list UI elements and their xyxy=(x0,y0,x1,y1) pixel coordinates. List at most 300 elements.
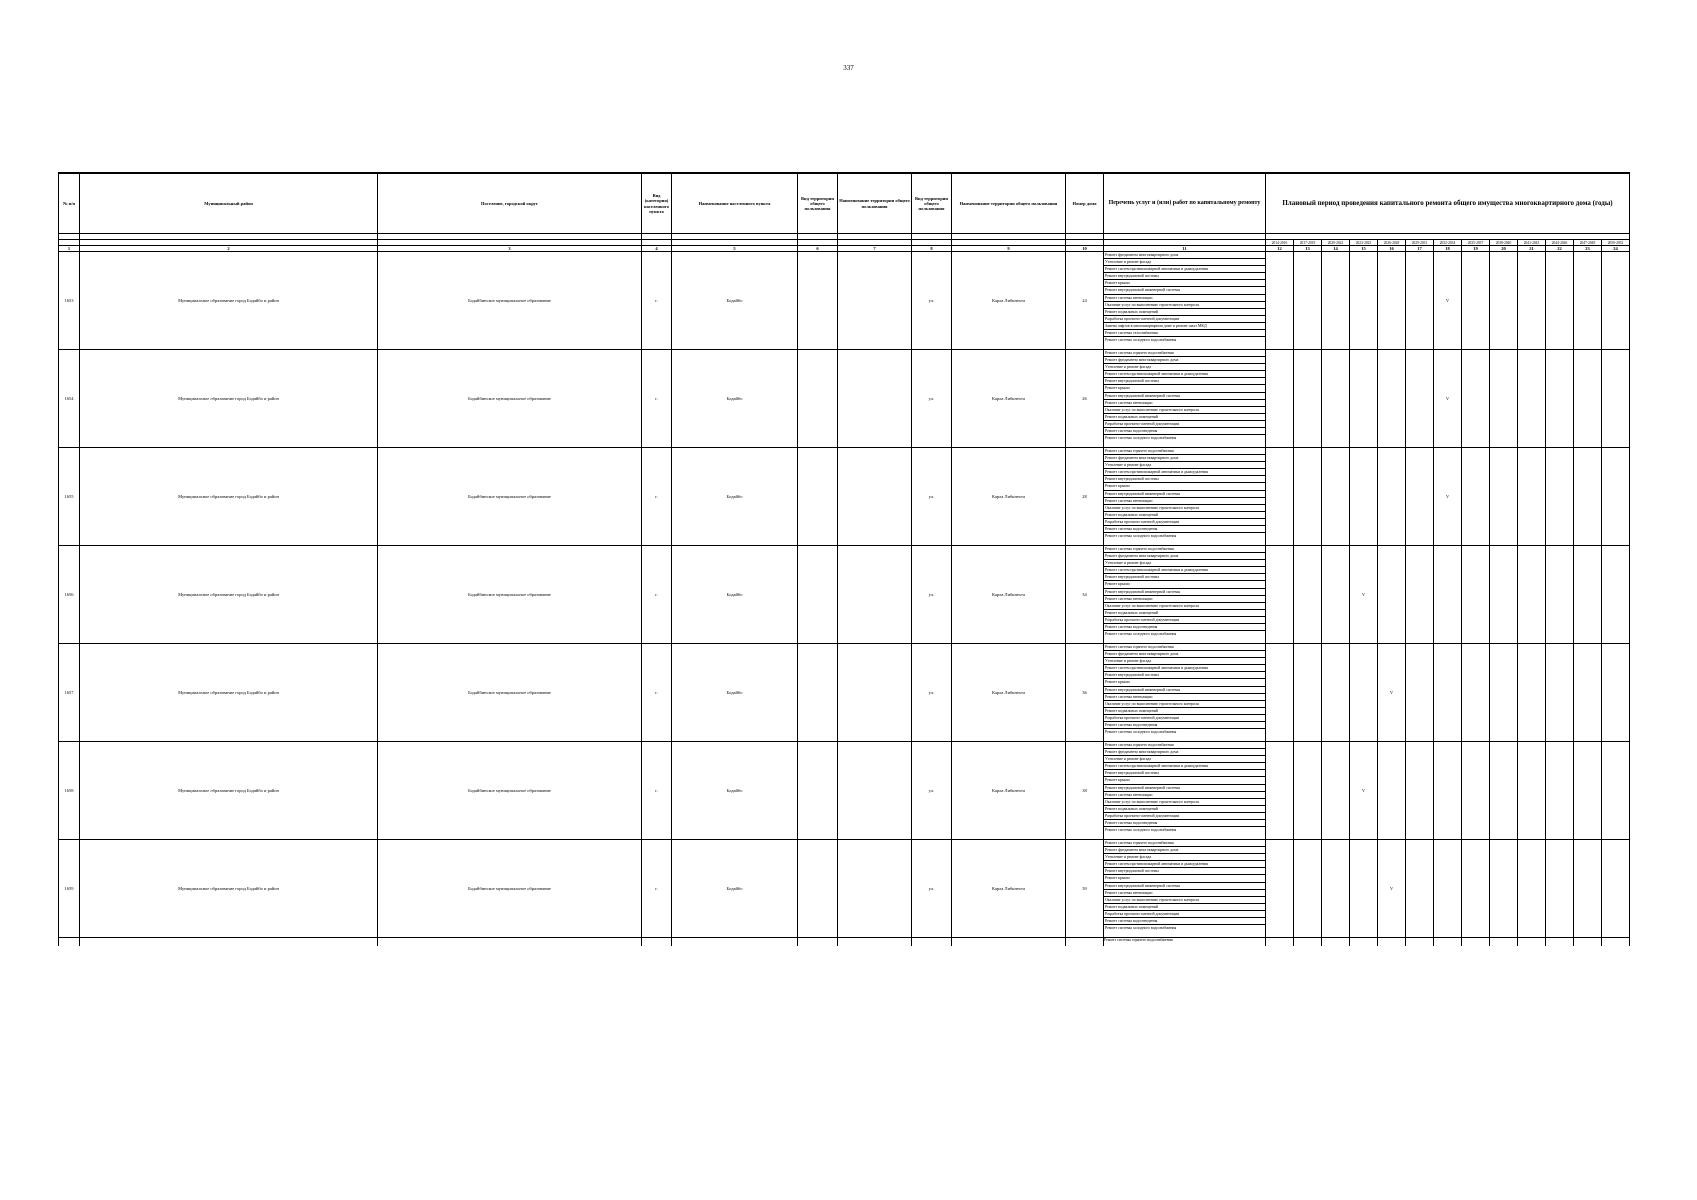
work-item: Оказание услуг по выполнению строительного контроля xyxy=(1104,799,1265,806)
row-number: 1658 xyxy=(59,742,80,840)
year-header: 2050-2052 xyxy=(1602,240,1630,246)
house-number-cell: 34 xyxy=(1066,546,1104,644)
year-cell-15 xyxy=(1350,448,1378,546)
year-cell-12 xyxy=(1266,350,1294,448)
street-type-cell: ул. xyxy=(912,546,952,644)
work-item: Замена лифтов в многоквартирном доме и ремонт шахт МКД xyxy=(1104,323,1265,330)
year-cell-24 xyxy=(1602,546,1630,644)
table-row xyxy=(59,448,1630,546)
row-number: 1657 xyxy=(59,644,80,742)
column-number: 18 xyxy=(1434,246,1462,252)
work-item: Ремонт подвальных помещений xyxy=(1104,806,1265,813)
year-cell-13 xyxy=(1294,644,1322,742)
territory-type-cell xyxy=(798,742,838,840)
table-row xyxy=(59,350,1630,448)
locality-type-cell: г. xyxy=(642,448,672,546)
work-item: Разработка проектно-сметной документации xyxy=(1104,911,1265,918)
territory-name-cell xyxy=(838,448,912,546)
street-type-cell: ул. xyxy=(912,252,952,350)
year-cell-15 xyxy=(1350,644,1378,742)
empty-cell xyxy=(80,938,378,947)
work-item: Ремонт системы горячего водоснабжения xyxy=(1104,840,1265,847)
year-cell-24 xyxy=(1602,350,1630,448)
empty-cell xyxy=(1350,938,1378,947)
works-list-cell xyxy=(1104,546,1266,644)
settlement-cell: Бодайбинское муниципальное образование xyxy=(378,350,642,448)
work-item: Ремонт подвальных помещений xyxy=(1104,904,1265,911)
work-item: Ремонт подвальных помещений xyxy=(1104,708,1265,715)
year-cell-14 xyxy=(1322,644,1350,742)
empty-cell xyxy=(798,938,838,947)
column-number: 7 xyxy=(838,246,912,252)
territory-type-cell xyxy=(798,546,838,644)
territory-name-cell xyxy=(838,252,912,350)
header-locality-name: Наименование населенного пункта xyxy=(672,173,798,234)
district-cell: Муниципальное образование город Бодайбо и район xyxy=(80,350,378,448)
column-number: 6 xyxy=(798,246,838,252)
year-cell-14 xyxy=(1322,546,1350,644)
territory-type-cell xyxy=(798,350,838,448)
empty-cell xyxy=(1602,938,1630,947)
empty-cell xyxy=(1490,938,1518,947)
header-territory-type: Вид территории общего пользования xyxy=(798,173,838,234)
column-number: 1 xyxy=(59,246,80,252)
work-item: Ремонт систем противопожарной автоматики и дымоудаления xyxy=(1104,266,1265,273)
year-cell-21 xyxy=(1518,742,1546,840)
works-list-cell xyxy=(1104,742,1266,840)
empty-cell xyxy=(1574,938,1602,947)
empty-cell xyxy=(838,938,912,947)
year-cell-21 xyxy=(1518,840,1546,938)
locality-type-cell: г. xyxy=(642,546,672,644)
column-number: 15 xyxy=(1350,246,1378,252)
planned-mark: V xyxy=(1434,448,1462,546)
work-item: Ремонт подвальных помещений xyxy=(1104,414,1265,421)
work-item: Ремонт фундамента многоквартирного дома xyxy=(1104,252,1265,259)
column-number: 9 xyxy=(952,246,1066,252)
planned-mark: V xyxy=(1434,252,1462,350)
empty-cell xyxy=(912,938,952,947)
territory-type-cell xyxy=(798,448,838,546)
year-cell-20 xyxy=(1490,350,1518,448)
year-cell-22 xyxy=(1546,546,1574,644)
year-cell-20 xyxy=(1490,448,1518,546)
work-item: Разработка проектно-сметной документации xyxy=(1104,316,1265,323)
work-item: Ремонт крыши xyxy=(1104,875,1265,882)
year-cell-16 xyxy=(1378,742,1406,840)
empty-cell xyxy=(672,938,798,947)
work-item: Ремонт крыши xyxy=(1104,385,1265,392)
year-cell-17 xyxy=(1406,644,1434,742)
year-cell-19 xyxy=(1462,252,1490,350)
year-cell-18 xyxy=(1434,546,1462,644)
year-header: 2041-2043 xyxy=(1518,240,1546,246)
header-district: Муниципальный район xyxy=(80,173,378,234)
year-cell-15 xyxy=(1350,350,1378,448)
work-item: Ремонт внутридомовой системы xyxy=(1104,273,1265,280)
year-cell-14 xyxy=(1322,350,1350,448)
house-number-cell: 38 xyxy=(1066,742,1104,840)
street-type-cell: ул. xyxy=(912,840,952,938)
work-item: Ремонт системы вентиляции xyxy=(1104,295,1265,302)
year-cell-21 xyxy=(1518,350,1546,448)
work-item: Ремонт систем противопожарной автоматики и дымоудаления xyxy=(1104,567,1265,574)
year-cell-12 xyxy=(1266,546,1294,644)
column-number: 2 xyxy=(80,246,378,252)
page-number: 337 xyxy=(843,64,854,72)
year-cell-13 xyxy=(1294,840,1322,938)
column-number: 22 xyxy=(1546,246,1574,252)
house-number-cell: 36 xyxy=(1066,644,1104,742)
work-item: Оказание услуг по выполнению строительного контроля xyxy=(1104,505,1265,512)
table-row-partial xyxy=(59,938,1630,947)
works-list-cell xyxy=(1104,252,1266,350)
year-cell-20 xyxy=(1490,252,1518,350)
street-name-cell: Карла Либкнехта xyxy=(952,840,1066,938)
work-item: Разработка проектно-сметной документации xyxy=(1104,617,1265,624)
empty-cell xyxy=(952,938,1066,947)
table-row xyxy=(59,546,1630,644)
work-item: Ремонт системы водоотведения xyxy=(1104,918,1265,925)
locality-type-cell: г. xyxy=(642,840,672,938)
year-cell-12 xyxy=(1266,252,1294,350)
year-cell-16 xyxy=(1378,252,1406,350)
year-cell-14 xyxy=(1322,448,1350,546)
year-cell-23 xyxy=(1574,252,1602,350)
planned-mark: V xyxy=(1378,644,1406,742)
year-header: 2029-2031 xyxy=(1406,240,1434,246)
territory-name-cell xyxy=(838,644,912,742)
work-item: Ремонт системы холодного водоснабжения xyxy=(1105,534,1177,539)
street-name-cell: Карла Либкнехта xyxy=(952,448,1066,546)
empty-cell xyxy=(378,938,642,947)
street-name-cell: Карла Либкнехта xyxy=(952,742,1066,840)
work-item: Ремонт системы холодного водоснабжения xyxy=(1105,632,1177,637)
house-number-cell: 28 xyxy=(1066,448,1104,546)
year-cell-22 xyxy=(1546,644,1574,742)
year-cell-14 xyxy=(1322,840,1350,938)
work-item: Оказание услуг по выполнению строительного контроля xyxy=(1104,701,1265,708)
column-number: 13 xyxy=(1294,246,1322,252)
year-cell-13 xyxy=(1294,350,1322,448)
work-item: Ремонт системы холодного водоснабжения xyxy=(1105,338,1177,343)
work-item: Ремонт внутридомовой инженерной системы xyxy=(1104,491,1265,498)
year-cell-19 xyxy=(1462,448,1490,546)
work-item: Утепление и ремонт фасада xyxy=(1104,364,1265,371)
work-item: Утепление и ремонт фасада xyxy=(1104,259,1265,266)
locality-type-cell: г. xyxy=(642,644,672,742)
year-cell-13 xyxy=(1294,252,1322,350)
year-cell-24 xyxy=(1602,840,1630,938)
year-cell-12 xyxy=(1266,742,1294,840)
settlement-cell: Бодайбинское муниципальное образование xyxy=(378,644,642,742)
year-cell-19 xyxy=(1462,644,1490,742)
works-list-cell xyxy=(1104,840,1266,938)
empty-cell xyxy=(642,938,672,947)
year-cell-17 xyxy=(1406,448,1434,546)
header-house-no: Номер дома xyxy=(1066,173,1104,234)
work-item: Разработка проектно-сметной документации xyxy=(1104,813,1265,820)
year-cell-17 xyxy=(1406,840,1434,938)
year-cell-19 xyxy=(1462,350,1490,448)
column-number: 3 xyxy=(378,246,642,252)
work-item: Ремонт системы горячего водоснабжения xyxy=(1104,742,1265,749)
table-row xyxy=(59,742,1630,840)
year-header: 2047-2049 xyxy=(1574,240,1602,246)
year-cell-23 xyxy=(1574,350,1602,448)
empty-cell xyxy=(1322,938,1350,947)
work-item: Ремонт подвальных помещений xyxy=(1104,309,1265,316)
locality-name-cell: Бодайбо xyxy=(672,252,798,350)
work-item: Ремонт системы холодного водоснабжения xyxy=(1105,730,1177,735)
work-item: Ремонт системы холодного водоснабжения xyxy=(1105,926,1177,931)
work-item: Ремонт системы вентиляции xyxy=(1104,596,1265,603)
year-cell-21 xyxy=(1518,448,1546,546)
work-item: Разработка проектно-сметной документации xyxy=(1104,715,1265,722)
locality-name-cell: Бодайбо xyxy=(672,350,798,448)
planned-mark: V xyxy=(1350,546,1378,644)
year-cell-13 xyxy=(1294,742,1322,840)
column-number: 5 xyxy=(672,246,798,252)
work-item: Ремонт внутридомовой системы xyxy=(1104,770,1265,777)
year-cell-21 xyxy=(1518,644,1546,742)
year-cell-24 xyxy=(1602,644,1630,742)
year-header: 2038-2040 xyxy=(1490,240,1518,246)
territory-name-cell xyxy=(838,546,912,644)
year-header: 2017-2019 xyxy=(1294,240,1322,246)
header-row xyxy=(59,173,1630,234)
year-cell-19 xyxy=(1462,546,1490,644)
work-item: Ремонт системы вентиляции xyxy=(1104,792,1265,799)
year-cell-13 xyxy=(1294,546,1322,644)
work-item: Ремонт системы холодного водоснабжения xyxy=(1105,436,1177,441)
house-number-cell: 39 xyxy=(1066,840,1104,938)
territory-type-cell xyxy=(798,252,838,350)
work-item: Ремонт фундамента многоквартирного дома xyxy=(1104,455,1265,462)
column-number: 20 xyxy=(1490,246,1518,252)
year-cell-24 xyxy=(1602,448,1630,546)
work-item: Ремонт внутридомовой инженерной системы xyxy=(1104,785,1265,792)
year-cell-23 xyxy=(1574,644,1602,742)
column-number: 11 xyxy=(1104,246,1266,252)
planned-mark: V xyxy=(1434,350,1462,448)
work-item: Ремонт крыши xyxy=(1104,483,1265,490)
year-cell-15 xyxy=(1350,840,1378,938)
year-cell-18 xyxy=(1434,644,1462,742)
row-number: 1656 xyxy=(59,546,80,644)
work-item: Ремонт системы вентиляции xyxy=(1104,498,1265,505)
work-item: Ремонт крыши xyxy=(1104,581,1265,588)
territory-type-cell xyxy=(798,840,838,938)
empty-cell xyxy=(1546,938,1574,947)
work-item: Оказание услуг по выполнению строительного контроля xyxy=(1104,897,1265,904)
work-item: Ремонт внутридомовой инженерной системы xyxy=(1104,393,1265,400)
year-cell-16 xyxy=(1378,350,1406,448)
year-cell-17 xyxy=(1406,252,1434,350)
work-item: Ремонт внутридомовой системы xyxy=(1104,672,1265,679)
work-item: Утепление и ремонт фасада xyxy=(1104,658,1265,665)
district-cell: Муниципальное образование город Бодайбо и район xyxy=(80,742,378,840)
column-number: 21 xyxy=(1518,246,1546,252)
year-cell-22 xyxy=(1546,350,1574,448)
settlement-cell: Бодайбинское муниципальное образование xyxy=(378,252,642,350)
year-cell-24 xyxy=(1602,742,1630,840)
work-item: Оказание услуг по выполнению строительного контроля xyxy=(1104,603,1265,610)
work-item: Ремонт внутридомовой системы xyxy=(1104,868,1265,875)
work-item: Оказание услуг по выполнению строительного контроля xyxy=(1104,302,1265,309)
year-cell-22 xyxy=(1546,252,1574,350)
work-item: Ремонт системы водоотведения xyxy=(1104,624,1265,631)
planned-mark: V xyxy=(1378,840,1406,938)
table-row xyxy=(59,252,1630,350)
settlement-cell: Бодайбинское муниципальное образование xyxy=(378,546,642,644)
year-header: 2032-2034 xyxy=(1434,240,1462,246)
year-cell-15 xyxy=(1350,252,1378,350)
work-item: Ремонт систем противопожарной автоматики и дымоудаления xyxy=(1104,763,1265,770)
work-item: Ремонт фундамента многоквартирного дома xyxy=(1104,651,1265,658)
year-cell-24 xyxy=(1602,252,1630,350)
work-item: Утепление и ремонт фасада xyxy=(1104,756,1265,763)
year-cell-12 xyxy=(1266,644,1294,742)
year-cell-22 xyxy=(1546,840,1574,938)
year-cell-21 xyxy=(1518,252,1546,350)
work-item: Ремонт внутридомовой инженерной системы xyxy=(1104,883,1265,890)
locality-name-cell: Бодайбо xyxy=(672,546,798,644)
works-list-cell xyxy=(1104,644,1266,742)
work-item: Ремонт системы горячего водоснабжения xyxy=(1104,546,1265,553)
work-item: Ремонт подвальных помещений xyxy=(1104,610,1265,617)
work-item: Разработка проектно-сметной документации xyxy=(1104,519,1265,526)
work-item: Ремонт системы водоотведения xyxy=(1104,428,1265,435)
empty-cell xyxy=(1518,938,1546,947)
year-cell-14 xyxy=(1322,742,1350,840)
street-type-cell: ул. xyxy=(912,644,952,742)
empty-cell xyxy=(59,938,80,947)
capital-repair-table xyxy=(58,172,1630,946)
row-number: 1655 xyxy=(59,448,80,546)
work-item: Ремонт системы водоотведения xyxy=(1104,820,1265,827)
work-item: Ремонт системы газоснабжения xyxy=(1104,330,1265,337)
empty-cell xyxy=(1462,938,1490,947)
street-name-cell: Карла Либкнехта xyxy=(952,546,1066,644)
work-item: Ремонт системы холодного водоснабжения xyxy=(1105,828,1177,833)
work-item: Ремонт системы горячего водоснабжения xyxy=(1104,938,1266,947)
empty-cell xyxy=(1066,938,1104,947)
row-number: 1653 xyxy=(59,252,80,350)
work-item: Ремонт системы горячего водоснабжения xyxy=(1104,644,1265,651)
column-number: 14 xyxy=(1322,246,1350,252)
year-cell-17 xyxy=(1406,742,1434,840)
empty-cell xyxy=(1434,938,1462,947)
work-item: Ремонт системы горячего водоснабжения xyxy=(1104,350,1265,357)
work-item: Разработка проектно-сметной документации xyxy=(1104,421,1265,428)
header-planned-period: Плановый период проведения капитального ремонта общего имущества многоквартирного дома (годы) xyxy=(1266,173,1630,234)
work-item: Ремонт систем противопожарной автоматики и дымоудаления xyxy=(1104,665,1265,672)
column-number: 16 xyxy=(1378,246,1406,252)
year-cell-23 xyxy=(1574,546,1602,644)
year-cell-16 xyxy=(1378,448,1406,546)
year-cell-22 xyxy=(1546,742,1574,840)
works-list-cell xyxy=(1104,350,1266,448)
column-number: 12 xyxy=(1266,246,1294,252)
header-street-type: Вид территории общего пользования xyxy=(912,173,952,234)
locality-name-cell: Бодайбо xyxy=(672,448,798,546)
locality-name-cell: Бодайбо xyxy=(672,644,798,742)
work-item: Ремонт систем противопожарной автоматики и дымоудаления xyxy=(1104,469,1265,476)
district-cell: Муниципальное образование город Бодайбо и район xyxy=(80,546,378,644)
street-type-cell: ул. xyxy=(912,742,952,840)
year-cell-20 xyxy=(1490,840,1518,938)
year-header: 2035-2037 xyxy=(1462,240,1490,246)
work-item: Ремонт крыши xyxy=(1104,777,1265,784)
work-item: Ремонт системы водоотведения xyxy=(1104,526,1265,533)
column-number: 24 xyxy=(1602,246,1630,252)
header-no: № п/п xyxy=(59,173,80,234)
work-item: Ремонт фундамента многоквартирного дома xyxy=(1104,749,1265,756)
territory-type-cell xyxy=(798,644,838,742)
locality-name-cell: Бодайбо xyxy=(672,840,798,938)
work-item: Утепление и ремонт фасада xyxy=(1104,854,1265,861)
locality-type-cell: г. xyxy=(642,350,672,448)
column-number: 8 xyxy=(912,246,952,252)
empty-cell xyxy=(1294,938,1322,947)
work-item: Утепление и ремонт фасада xyxy=(1104,462,1265,469)
work-item: Ремонт систем противопожарной автоматики и дымоудаления xyxy=(1104,371,1265,378)
street-type-cell: ул. xyxy=(912,448,952,546)
settlement-cell: Бодайбинское муниципальное образование xyxy=(378,840,642,938)
table-row xyxy=(59,644,1630,742)
year-header: 2023-2025 xyxy=(1350,240,1378,246)
column-number: 19 xyxy=(1462,246,1490,252)
year-cell-19 xyxy=(1462,840,1490,938)
street-name-cell: Карла Либкнехта xyxy=(952,350,1066,448)
work-item: Ремонт систем противопожарной автоматики и дымоудаления xyxy=(1104,861,1265,868)
year-cell-22 xyxy=(1546,448,1574,546)
column-number: 23 xyxy=(1574,246,1602,252)
column-number: 10 xyxy=(1066,246,1104,252)
year-header: 2026-2028 xyxy=(1378,240,1406,246)
year-cell-23 xyxy=(1574,448,1602,546)
year-cell-18 xyxy=(1434,840,1462,938)
house-number-cell: 24 xyxy=(1066,252,1104,350)
header-works-list: Перечень услуг и (или) работ по капитальному ремонту xyxy=(1104,173,1266,234)
work-item: Ремонт системы вентиляции xyxy=(1104,694,1265,701)
year-cell-17 xyxy=(1406,546,1434,644)
district-cell: Муниципальное образование город Бодайбо и район xyxy=(80,252,378,350)
work-item: Ремонт системы горячего водоснабжения xyxy=(1104,448,1265,455)
header-territory-name: Наименование территории общего пользования xyxy=(838,173,912,234)
year-cell-12 xyxy=(1266,840,1294,938)
year-cell-23 xyxy=(1574,742,1602,840)
header-street-name: Наименование территории общего пользования xyxy=(952,173,1066,234)
empty-cell xyxy=(1378,938,1406,947)
year-cell-17 xyxy=(1406,350,1434,448)
work-item: Ремонт внутридомовой инженерной системы xyxy=(1104,687,1265,694)
work-item: Ремонт фундамента многоквартирного дома xyxy=(1104,553,1265,560)
year-cell-23 xyxy=(1574,840,1602,938)
year-cell-14 xyxy=(1322,252,1350,350)
year-header: 2014-2016 xyxy=(1266,240,1294,246)
district-cell: Муниципальное образование город Бодайбо и район xyxy=(80,448,378,546)
locality-type-cell: г. xyxy=(642,252,672,350)
year-cell-19 xyxy=(1462,742,1490,840)
settlement-cell: Бодайбинское муниципальное образование xyxy=(378,448,642,546)
street-name-cell: Карла Либкнехта xyxy=(952,644,1066,742)
work-item: Ремонт крыши xyxy=(1104,679,1265,686)
street-type-cell: ул. xyxy=(912,350,952,448)
house-number-cell: 26 xyxy=(1066,350,1104,448)
year-cell-12 xyxy=(1266,448,1294,546)
